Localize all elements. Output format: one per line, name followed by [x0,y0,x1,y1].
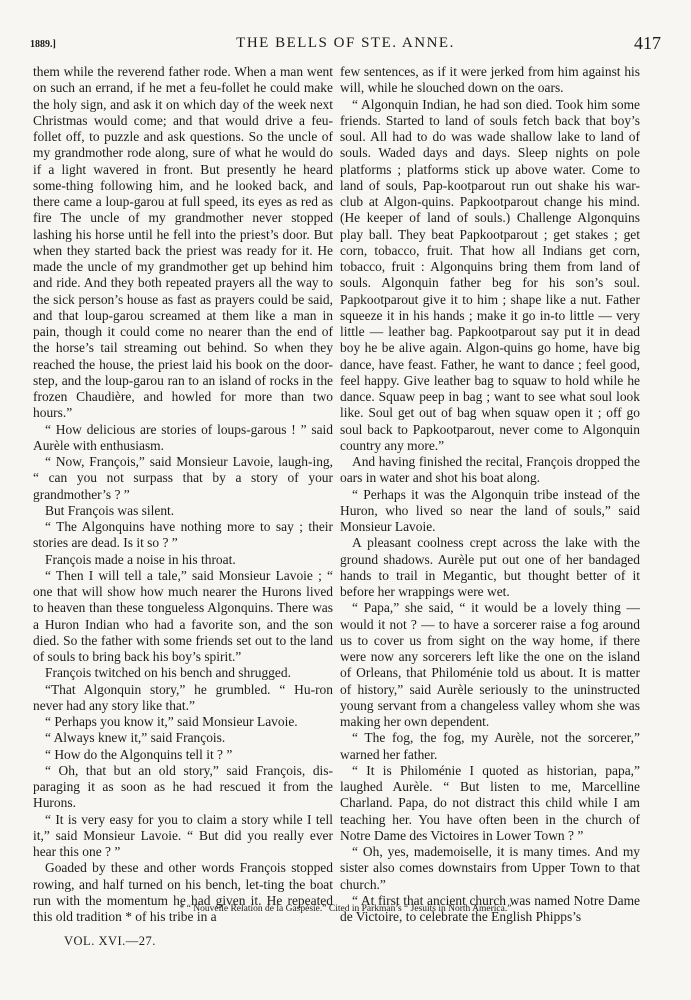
paragraph: Goaded by these and other words François stopped rowing, and half turned on his bench, let-ting the boat run with the momentum he had given it. He repeated this old tradition * of his tribe in a [33,860,333,924]
paragraph: And having finished the recital, François dropped the oars in water and shot his boat along. [340,454,640,486]
paragraph: “ The fog, the fog, my Aurèle, not the sorcerer,” warned her father. [340,730,640,762]
paragraph: “ Oh, yes, mademoiselle, it is many times. And my sister also comes downstairs from Upper Town to that church.” [340,844,640,892]
paragraph: “ Perhaps you know it,” said Monsieur Lavoie. [45,714,298,729]
page-number: 417 [634,33,661,53]
left-column [33,64,333,925]
paragraph: “ It is Philoménie I quoted as historian, papa,” laughed Aurèle. “ But listen to me, Marcelline Charland. Papa, do not distract this child while I am teaching her. You have often been in the church of Notre Dame des Victoires in Lower Town ? ” [340,762,640,843]
paragraph: “That Algonquin story,” he grumbled. “ Hu-ron never had any story like that.” [33,681,333,713]
paragraph: François twitched on his bench and shrugged. [45,665,291,681]
paragraph: few sentences, as if it were jerked from him against his will, while he slouched down on the oars. [340,64,640,96]
paragraph: “ Always knew it,” said François. [45,730,226,746]
paragraph: them while the reverend father rode. When a man went on such an errand, if he met a feu-follet he could make the holy sign, and ask it on which day of the week next Christmas would come; and that would drive a feu-follet off, to puzzle and ask questions. So the uncle of my grandmother rode along, sure of what he would do if a light wavered in front. But presently he heard some-thing following him, and he looked back, and there came a loup-garou at full speed, its eyes as red as fire The uncle of my grandmother never stopped lashing his horse until he fell into the priest’s door. But when they started back the priest was ready for it. He made the uncle of my grandmother get up behind him and ride. And they both repeated prayers all the way to the sick person’s house as fast as prayers could be said, and that loup-garou screamed at them like a man in pain, though it could come no nearer than the end of the horse’s tail streaming out behind. So when they reached the house, the priest laid his book on the door-step, and the loup-garou ran to an island of rocks in the frozen Chaudière, and howled for more than two hours.” [33,64,333,421]
paragraph: “ Perhaps it was the Algonquin tribe instead of the Huron, who lived so near the land of souls,” said Monsieur Lavoie. [340,486,640,534]
running-header [30,33,661,55]
paragraph: “ Papa,” she said, “ it would be a lovely thing — would it not ? — to have a sorcerer raise a fog around us to cover us from sight on the way home, if there were now any sorcerers left like the one on the island of Orleans, that Philoménie told us about. It is matter of history,” said Aurèle seriously to the uninstructed young servant from a changeless valley whom she was making her own dependent. [340,600,640,729]
paragraph: “ The Algonquins have nothing more to say ; their stories are dead. Is it so ? ” [33,519,333,551]
footnote: * “ Nouvelle Relation de la Gaspésie.” Cited in Parkman’s “ Jesuits in North America.” [179,904,512,914]
paragraph: “ How do the Algonquins tell it ? ” [45,746,233,762]
paragraph: “ Oh, that but an old story,” said François, dis-paraging it as soon as he had rescued it from the Hurons. [33,762,333,811]
header-title: THE BELLS OF STE. ANNE. [236,35,455,51]
paragraph: “ Algonquin Indian, he had son died. Took him some friends. Started to land of souls fetch back that boy’s soul. All had to do was wade shallow lake to land of souls. Waded days and days. Sleep nights on pole platforms ; platforms stick up above water. Come to land of souls, Pap-kootparout run out shake his war-club at Algon-quins. Papkootparout change his mind. (He keeper of land of souls.) Challenge Algonquins play ball. They beat Papkootparout ; get stakes ; get corn, tobacco, fruit. That how all Indians get corn, tobacco, fruit : Algonquins bring them from land of souls. Algonquin father beg for his son’s soul. Papkootparout give it to him ; shape like a nut. Father squeeze it in his hands ; make it go in-to little — very little — leather bag. Papkootparout say put it in dead boy he be alive again. Algon-quins go home, have big dance, have feast. Father, he want to dance ; feel good, feel happy. Give leather bag to squaw to hold while he dance. Squaw peep in bag ; want to see what soul look like. Soul get out of bag when squaw open it ; off go soul back to Papkootparout, never come to Algonquin country any more.” [340,96,640,453]
paragraph: “ Now, François,” said Monsieur Lavoie, laugh-ing, “ can you not surpass that by a story of your grandmother’s ? ” [33,454,333,502]
paragraph: “ At first that ancient church was named Notre Dame de Victoire, to celebrate the English Phipps’s [340,892,640,924]
paragraph: A pleasant coolness crept across the lake with the ground shadows. Aurèle put out one of her bandaged hands to trail in Megantic, but thought better of it before her wrappings were wet. [340,535,640,599]
paragraph: But François was silent. [45,502,175,518]
paragraph: François made a noise in his throat. [45,551,236,567]
header-date: 1889.] [30,39,56,50]
paragraph: “ Then I will tell a tale,” said Monsieur Lavoie ; “ one that will show how much nearer the Hurons lived to heaven than these tongueless Algonquins. There was a Huron Indian who had a favorite son, and the son died. So the father with some friends set out to the land of souls to bring back his boy’s spirit.” [33,567,333,664]
right-column [340,64,640,925]
paragraph: “ It is very easy for you to claim a story while I tell it,” said Monsieur Lavoie. “ But did you really ever hear this one ? ” [33,811,333,859]
volume-signature: VOL. XVI.—27. [64,934,156,948]
paragraph: “ How delicious are stories of loups-garous ! ” said Aurèle with enthusiasm. [33,421,333,453]
